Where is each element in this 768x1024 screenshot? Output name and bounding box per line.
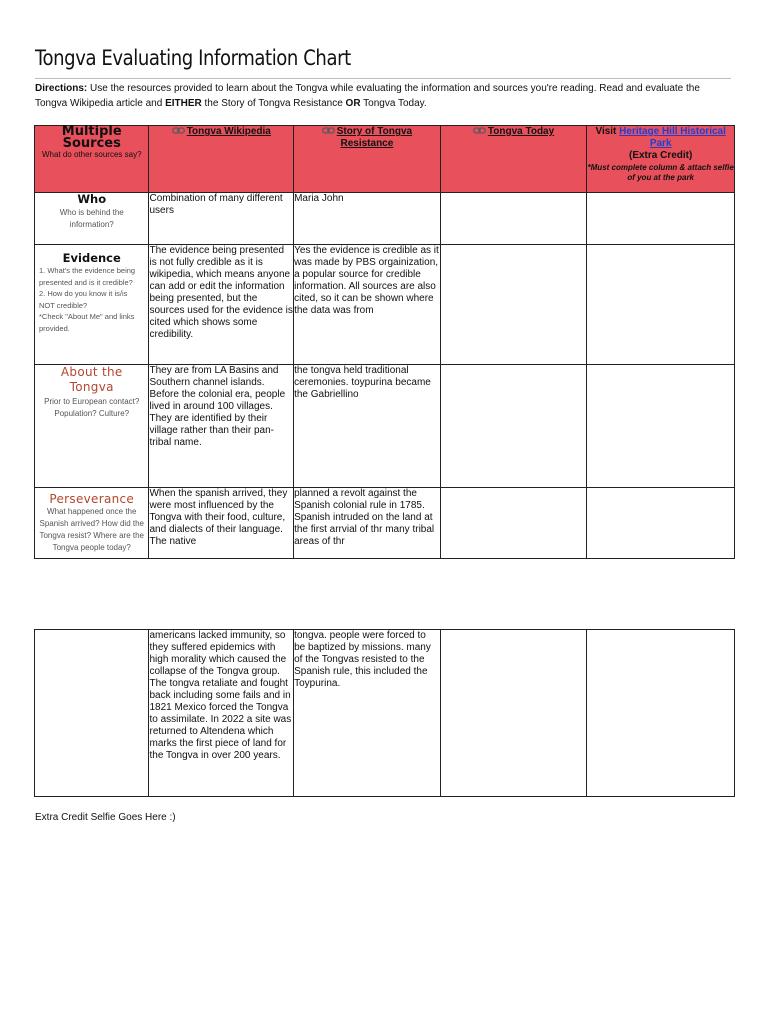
continued-resistance-cell[interactable]: tongva. people were forced to be baptized by missions. many of the Tongvas resisted to the Spanish rule, this included the Toypurina. <box>294 630 441 797</box>
link-icon <box>473 126 486 135</box>
who-resistance-cell[interactable]: Maria John <box>294 193 441 245</box>
directions-either: EITHER <box>165 97 202 109</box>
evidence-today-cell[interactable] <box>440 245 587 365</box>
who-question: Who is behind the information? <box>59 208 124 229</box>
tongva-today-link[interactable]: Tongva Today <box>487 126 555 137</box>
evidence-label: Evidence <box>62 251 121 265</box>
extra-credit-selfie-label: Extra Credit Selfie Goes Here :) <box>35 812 176 823</box>
who-park-cell[interactable] <box>587 193 735 245</box>
title-divider <box>35 78 731 79</box>
evidence-question-3: *Check "About Me" and links provided. <box>39 312 135 333</box>
perseverance-question: What happened once the Spanish arrived? How did the Tongva resist? Where are the Tongva people today? <box>39 507 144 552</box>
header-wikipedia <box>149 126 294 193</box>
about-park-cell[interactable] <box>587 365 735 488</box>
continued-row-head <box>35 630 149 797</box>
header-visit-park <box>587 126 735 193</box>
directions-text-2: the Story of Tongva Resistance <box>201 97 346 109</box>
row-head-about <box>35 365 149 488</box>
directions <box>35 82 725 111</box>
evaluation-table <box>34 125 735 559</box>
continued-wikipedia-cell[interactable]: americans lacked immunity, so they suffered epidemics with high morality which caused the collapse of the Tongva group. The tongva retaliate and fought back including some fails and in 1821 Mexico forced the Tongva to assimilate. In 2022 a site was returned to Altendena which marks the first piece of land for the Tongva in over 200 years. <box>149 630 294 797</box>
perseverance-today-cell[interactable] <box>440 488 587 559</box>
table-row <box>35 193 735 245</box>
tongva-wikipedia-link[interactable]: Tongva Wikipedia <box>186 126 271 137</box>
evidence-wikipedia-cell[interactable]: The evidence being presented is not fully credible as it is wikipedia, which means anyone can add or edit the information being presented, but the sources used for the evidence is cited which shows some credibility. <box>149 245 294 365</box>
extra-credit-label: (Extra Credit) <box>628 150 693 161</box>
perseverance-wikipedia-cell[interactable]: When the spanish arrived, they were most influenced by the Tongva with their food, culture, and dialects of their language. The native <box>149 488 294 559</box>
header-row <box>35 126 735 193</box>
about-today-cell[interactable] <box>440 365 587 488</box>
table-row <box>35 488 735 559</box>
evidence-park-cell[interactable] <box>587 245 735 365</box>
about-question: Prior to European contact? Population? Culture? <box>44 397 140 418</box>
evidence-question-2: 2. How do you know it is/is NOT credible? <box>39 289 128 310</box>
directions-label: Directions: <box>35 83 88 94</box>
link-icon <box>322 126 335 135</box>
extra-credit-note: *Must complete column & attach selfie of you at the park <box>587 163 734 182</box>
directions-or: OR <box>345 97 361 109</box>
who-today-cell[interactable] <box>440 193 587 245</box>
header-multiple-sources-title: Multiple Sources <box>61 124 122 151</box>
header-multiple-sources <box>35 126 149 193</box>
evaluation-table-continued <box>34 629 735 797</box>
evidence-resistance-cell[interactable]: Yes the evidence is credible as it was made by PBS orgainization, a popular source for credible information. All sources are also cited, so it can be shown where the data was from <box>294 245 441 365</box>
about-label: About the Tongva <box>60 365 123 394</box>
perseverance-resistance-cell[interactable]: planned a revolt against the Spanish colonial rule in 1785. Spanish intruded on the land at the first arrvial of thr many tribal areas of thr <box>294 488 441 559</box>
directions-text-1: Use the resources provided to learn about the Tongva while evaluating the information and sources you're reading. Read and evaluate the Tongva Wikipedia article and <box>35 83 700 109</box>
about-wikipedia-cell[interactable]: They are from LA Basins and Southern channel islands. Before the colonial era, people lived in around 100 villages. They are identified by their village rather than their pan-tribal name. <box>149 365 294 488</box>
header-multiple-sources-subtitle: What do other sources say? <box>41 150 142 159</box>
continued-park-cell[interactable] <box>587 630 735 797</box>
who-wikipedia-cell[interactable]: Combination of many different users <box>149 193 294 245</box>
continued-today-cell[interactable] <box>440 630 587 797</box>
story-of-tongva-resistance-link[interactable]: Story of Tongva Resistance <box>336 126 413 149</box>
table-row <box>35 245 735 365</box>
perseverance-park-cell[interactable] <box>587 488 735 559</box>
header-resistance <box>294 126 441 193</box>
about-resistance-cell[interactable]: the tongva held traditional ceremonies. toypurina became the Gabriellino <box>294 365 441 488</box>
evidence-question-1: 1. What's the evidence being presented and is it credible? <box>39 266 136 287</box>
link-icon <box>172 126 185 135</box>
row-head-perseverance <box>35 488 149 559</box>
table-row <box>35 630 735 797</box>
table-row <box>35 365 735 488</box>
row-head-who <box>35 193 149 245</box>
heritage-hill-park-link[interactable]: Heritage Hill Historical Park <box>619 126 726 149</box>
who-label: Who <box>77 192 107 206</box>
header-today <box>440 126 587 193</box>
row-head-evidence <box>35 245 149 365</box>
page-title: Tongva Evaluating Information Chart <box>35 46 351 70</box>
directions-text-3: Tongva Today. <box>360 97 427 109</box>
visit-prefix: Visit <box>595 126 620 137</box>
perseverance-label: Perseverance <box>49 492 135 506</box>
